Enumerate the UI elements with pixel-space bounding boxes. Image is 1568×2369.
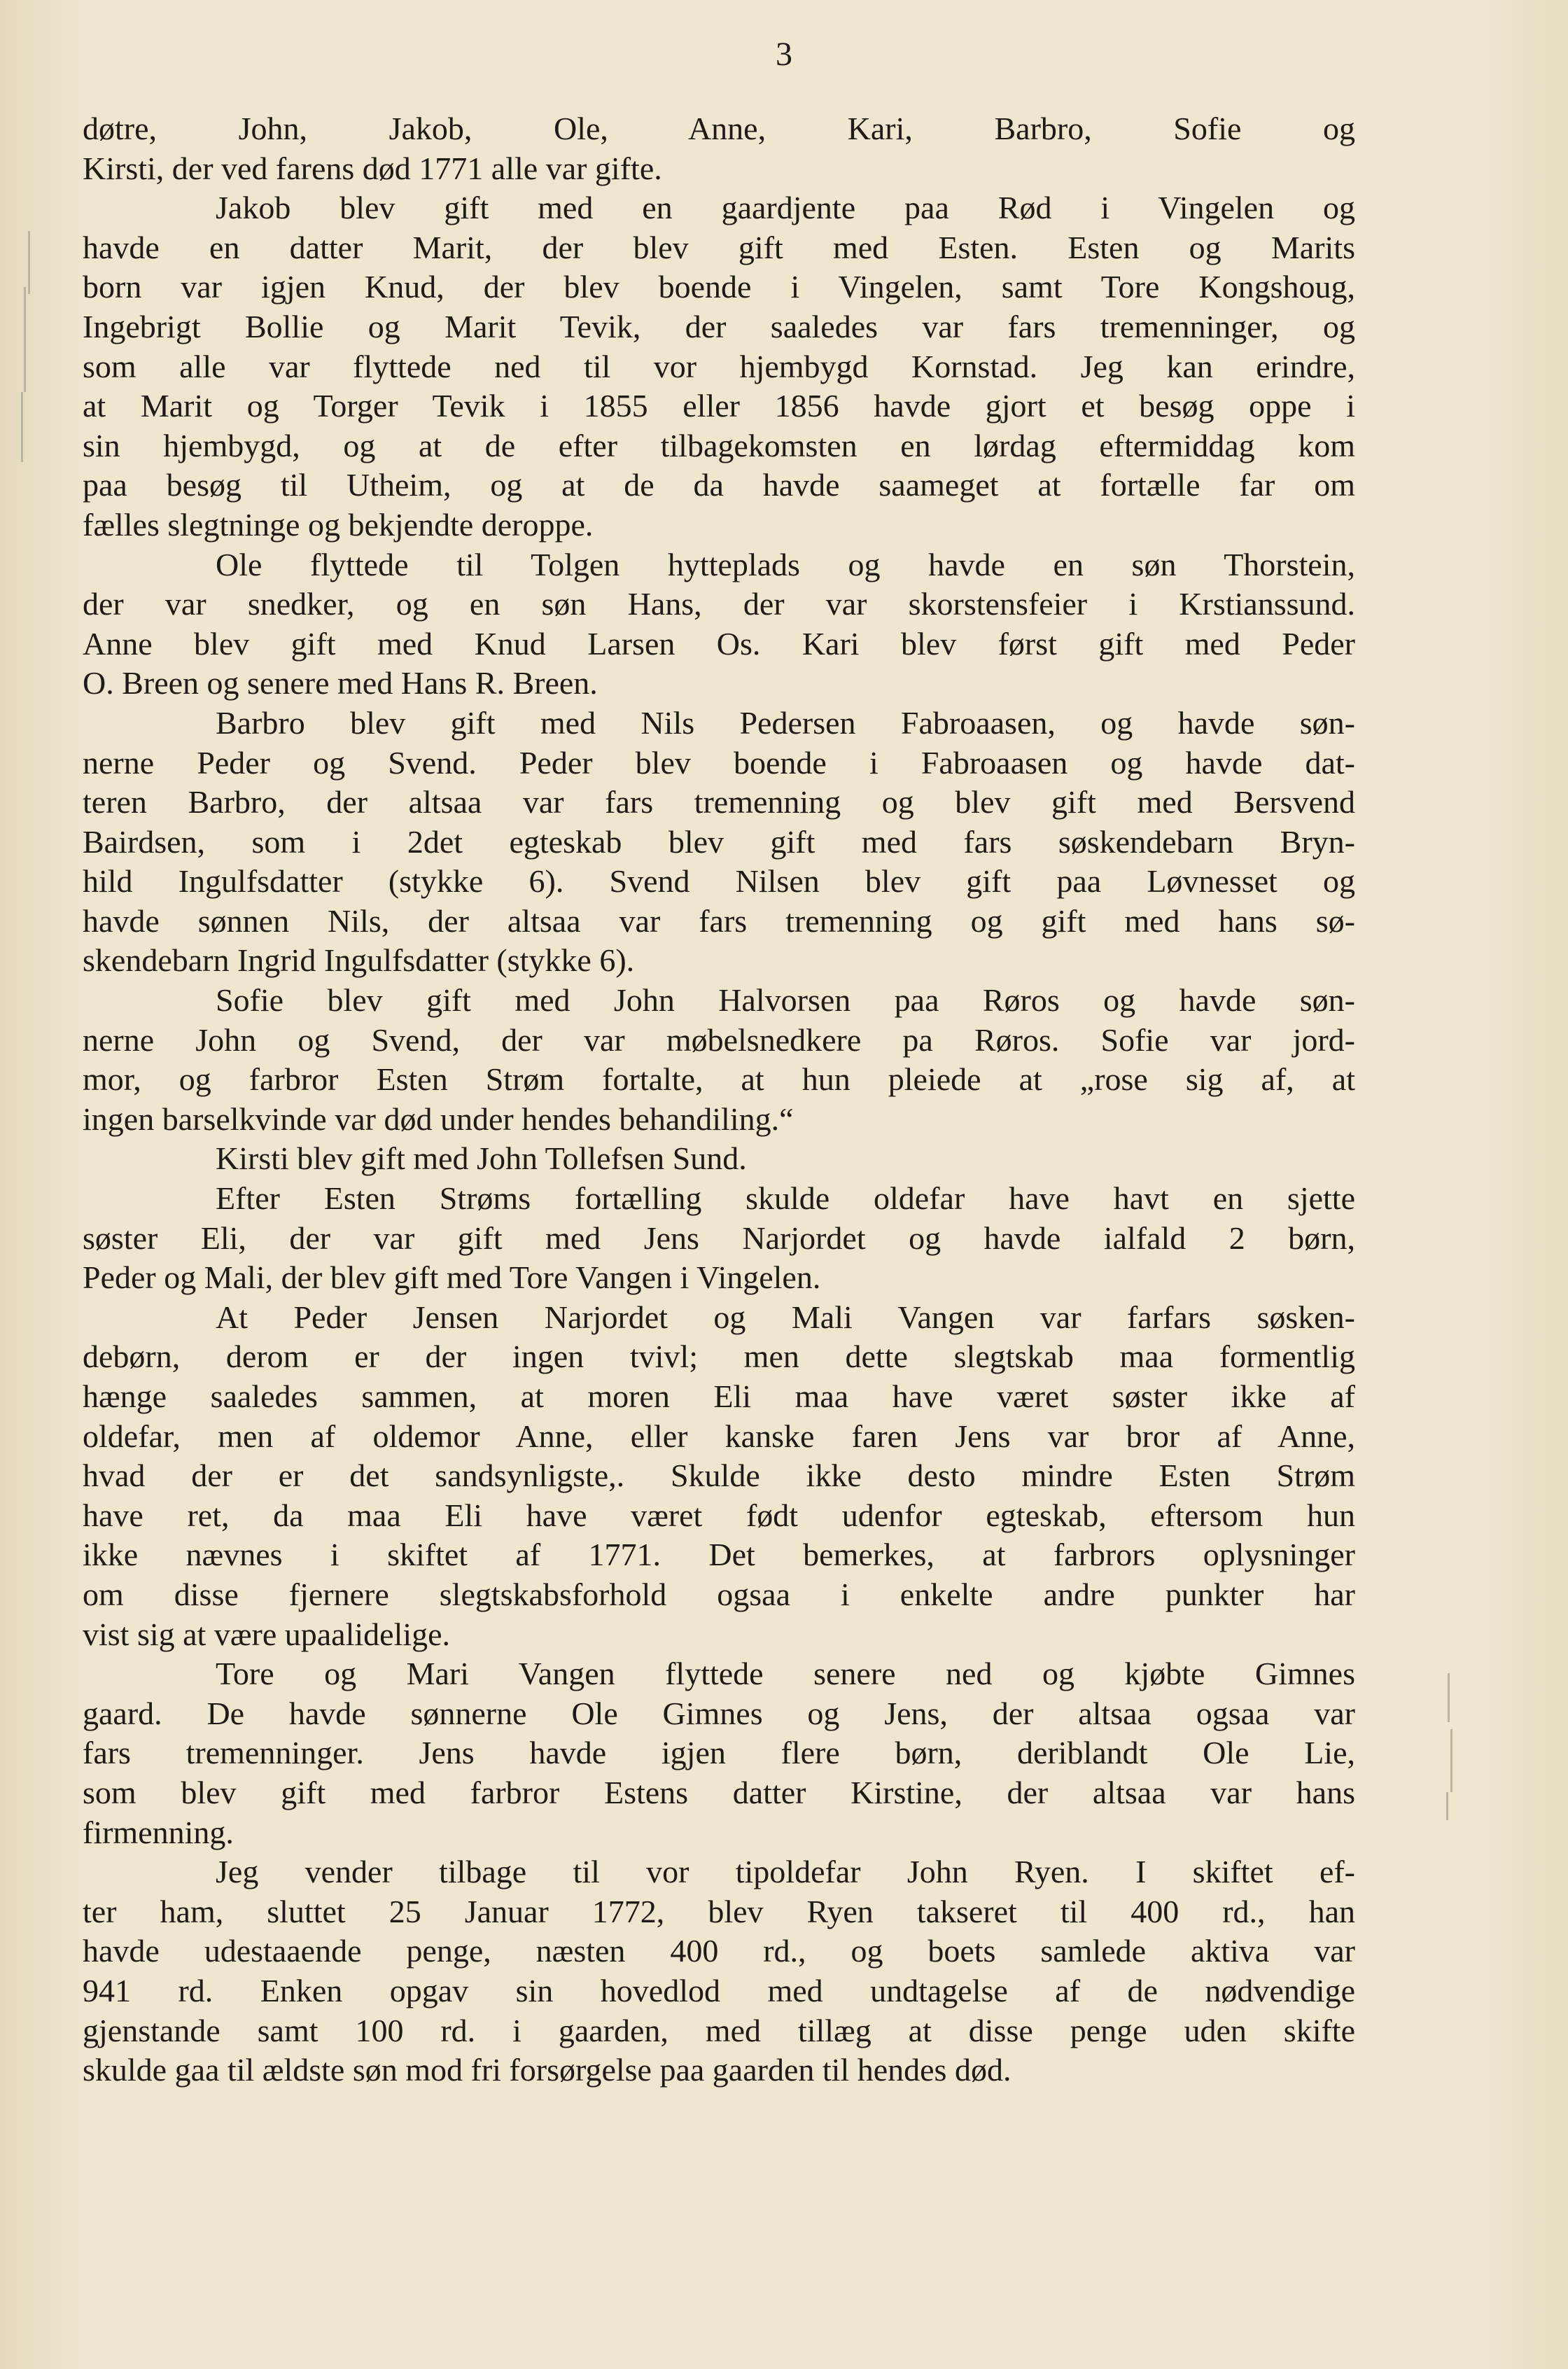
text-line: Jeg vender tilbage til vor tipoldefar John Ryen. I skiftet ef- (216, 1854, 1355, 1890)
text-line: teren Barbro, der altsaa var fars tremenning og blev gift med Bersvend (83, 784, 1355, 820)
text-line: Bairdsen, som i 2det egteskab blev gift med fars søskendebarn Bryn- (83, 823, 1355, 860)
text-line: hvad der er det sandsynligste,. Skulde ikke desto mindre Esten Strøm (83, 1458, 1355, 1494)
text-line: At Peder Jensen Narjordet og Mali Vangen var farfars søsken- (216, 1299, 1355, 1335)
text-line: som alle var flyttede ned til vor hjembygd Kornstad. Jeg kan erindre, (83, 348, 1355, 384)
page-number: 3 (776, 36, 792, 73)
text-line: firmenning. (83, 1814, 234, 1850)
text-line: paa besøg til Utheim, og at de da havde saameget at fortælle far om (83, 467, 1355, 503)
text-line: sin hjembygd, og at de efter tilbagekomsten en lørdag eftermiddag kom (83, 427, 1355, 463)
text-line: havde udestaaende penge, næsten 400 rd., og boets samlede aktiva var (83, 1933, 1355, 1969)
left-margin-mark (24, 287, 26, 392)
text-line: oldefar, men af oldemor Anne, eller kanske faren Jens var bror af Anne, (83, 1418, 1355, 1454)
text-line: døtre, John, Jakob, Ole, Anne, Kari, Barbro, Sofie og (83, 111, 1355, 146)
text-line: om disse fjernere slegtskabsforhold ogsaa i enkelte andre punkter har (83, 1576, 1355, 1612)
right-margin-mark (1446, 1792, 1448, 1820)
text-line: ikke nævnes i skiftet af 1771. Det bemerkes, at farbrors oplysninger (83, 1537, 1355, 1573)
text-line: havde sønnen Nils, der altsaa var fars tremenning og gift med hans sø- (83, 902, 1355, 939)
text-line: Ingebrigt Bollie og Marit Tevik, der saaledes var fars tremenninger, og (83, 308, 1355, 344)
text-line: have ret, da maa Eli have været født udenfor egteskab, eftersom hun (83, 1497, 1355, 1533)
text-line: Kirsti blev gift med John Tollefsen Sund. (216, 1140, 747, 1177)
text-line: Peder og Mali, der blev gift med Tore Vangen i Vingelen. (83, 1259, 821, 1296)
text-line: mor, og farbror Esten Strøm fortalte, at hun pleiede at „rose sig af, at (83, 1061, 1355, 1098)
left-margin-mark (21, 392, 23, 462)
text-line: Tore og Mari Vangen flyttede senere ned og kjøbte Gimnes (216, 1656, 1355, 1692)
text-line: Efter Esten Strøms fortælling skulde oldefar have havt en sjette (216, 1180, 1355, 1217)
text-line: Anne blev gift med Knud Larsen Os. Kari blev først gift med Peder (83, 625, 1355, 662)
text-line: som blev gift med farbror Estens datter Kirstine, der altsaa var hans (83, 1774, 1355, 1810)
text-line: O. Breen og senere med Hans R. Breen. (83, 665, 598, 701)
text-line: gjenstande samt 100 rd. i gaarden, med tillæg at disse penge uden skifte (83, 2012, 1355, 2048)
text-line: fars tremenninger. Jens havde igjen flere børn, deriblandt Ole Lie, (83, 1735, 1355, 1771)
text-line: gaard. De havde sønnerne Ole Gimnes og Jens, der altsaa ogsaa var (83, 1695, 1355, 1731)
text-line: havde en datter Marit, der blev gift med Esten. Esten og Marits (83, 229, 1355, 265)
text-line: born var igjen Knud, der blev boende i Vingelen, samt Tore Kongshoug, (83, 269, 1355, 305)
text-line: debørn, derom er der ingen tvivl; men dette slegtskab maa formentlig (83, 1339, 1355, 1375)
text-line: Kirsti, der ved farens død 1771 alle var gifte. (83, 150, 662, 186)
text-line: hild Ingulfsdatter (stykke 6). Svend Nilsen blev gift paa Løvnesset og (83, 863, 1355, 900)
text-line: Barbro blev gift med Nils Pedersen Fabroaasen, og havde søn- (216, 704, 1355, 741)
text-line: Jakob blev gift med en gaardjente paa Rød i Vingelen og (216, 190, 1355, 226)
text-line: hænge saaledes sammen, at moren Eli maa have været søster ikke af (83, 1378, 1355, 1414)
text-line: skendebarn Ingrid Ingulfsdatter (stykke 6). (83, 942, 635, 979)
text-line: fælles slegtninge og bekjendte deroppe. (83, 506, 594, 543)
body-text (83, 109, 1355, 2090)
text-line: ingen barselkvinde var død under hendes behandiling.“ (83, 1100, 794, 1137)
text-line: nerne Peder og Svend. Peder blev boende i Fabroaasen og havde dat- (83, 744, 1355, 781)
text-line: ter ham, sluttet 25 Januar 1772, blev Ryen takseret til 400 rd., han (83, 1893, 1355, 1929)
text-line: at Marit og Torger Tevik i 1855 eller 1856 havde gjort et besøg oppe i (83, 388, 1355, 424)
text-line: nerne John og Svend, der var møbelsnedkere pa Røros. Sofie var jord- (83, 1021, 1355, 1058)
text-line: Sofie blev gift med John Halvorsen paa Røros og havde søn- (216, 982, 1355, 1019)
text-line: Ole flyttede til Tolgen hytteplads og havde en søn Thorstein, (216, 546, 1355, 582)
left-margin-mark (28, 231, 30, 294)
text-line: søster Eli, der var gift med Jens Narjordet og havde ialfald 2 børn, (83, 1220, 1355, 1256)
text-line: skulde gaa til ældste søn mod fri forsørgelse paa gaarden til hendes død. (83, 2052, 1011, 2088)
right-margin-mark (1450, 1729, 1452, 1792)
text-line: 941 rd. Enken opgav sin hovedlod med undtagelse af de nødvendige (83, 1972, 1355, 2008)
text-line: der var snedker, og en søn Hans, der var skorstensfeier i Krstianssund. (83, 586, 1355, 622)
text-line: vist sig at være upaalidelige. (83, 1616, 451, 1652)
right-margin-mark (1448, 1673, 1450, 1722)
